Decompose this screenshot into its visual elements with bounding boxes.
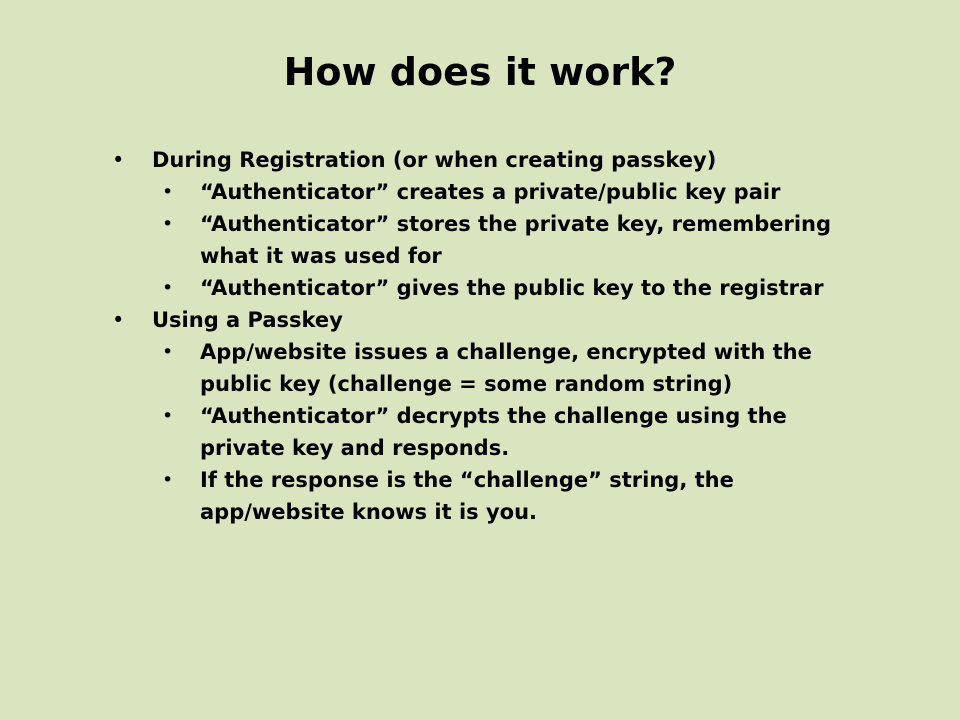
list-item [112, 272, 850, 304]
list-item [112, 336, 850, 400]
list-item [112, 464, 850, 528]
slide-title: How does it work? [283, 50, 677, 94]
list-item [112, 400, 850, 464]
sub-list [152, 336, 872, 528]
list-item [112, 208, 850, 272]
bullet-icon: • [162, 277, 174, 299]
list-item-text: “Authenticator” decrypts the challenge using the private key and responds. [200, 404, 787, 460]
section-heading: During Registration (or when creating passkey) [152, 148, 717, 172]
bullet-icon: • [112, 308, 125, 332]
list-item-text: “Authenticator” creates a private/public key pair [200, 180, 781, 204]
bullet-icon: • [162, 181, 174, 203]
bullet-list [112, 144, 872, 528]
list-item-text: App/website issues a challenge, encrypted with the public key (challenge = some random string) [200, 340, 812, 396]
bullet-icon: • [112, 148, 125, 172]
bullet-icon: • [162, 405, 174, 427]
list-item-text: “Authenticator” stores the private key, remembering what it was used for [200, 212, 832, 268]
bullet-icon: • [162, 213, 174, 235]
list-item [112, 176, 850, 208]
sub-list [152, 176, 872, 304]
bullet-icon: • [162, 341, 174, 363]
section-registration [112, 144, 872, 304]
list-item-text: If the response is the “challenge” string, the app/website knows it is you. [200, 468, 734, 524]
list-item-text: “Authenticator” gives the public key to the registrar [200, 276, 824, 300]
section-using-passkey [112, 304, 872, 528]
bullet-icon: • [162, 469, 174, 491]
section-heading: Using a Passkey [152, 308, 343, 332]
